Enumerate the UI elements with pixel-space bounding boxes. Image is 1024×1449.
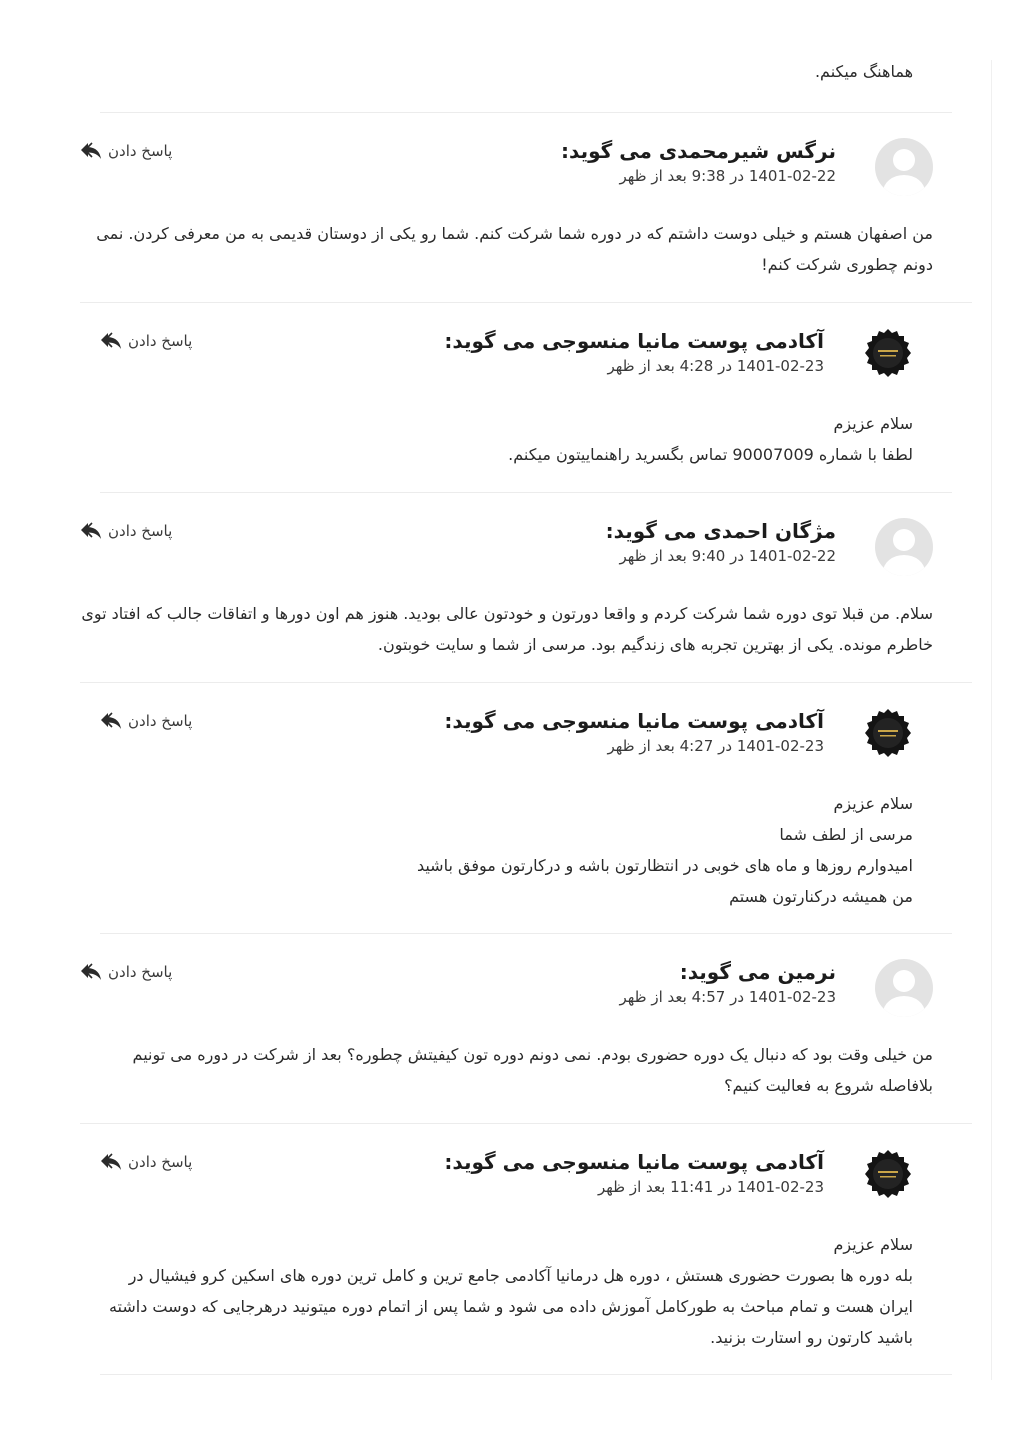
comment-reply-item [100, 1149, 913, 1359]
default-avatar-icon [875, 959, 933, 1017]
reply-arrow-icon [80, 522, 102, 540]
reply-button[interactable] [80, 138, 172, 164]
comment-time-joiner: در [730, 167, 745, 185]
comment-date-time [607, 736, 824, 756]
reply-label: پاسخ دادن [128, 1153, 193, 1171]
comment-author-name: آکادمی پوست مانیا منسوجی [542, 709, 824, 733]
comment-date: 1401-02-23 [736, 737, 824, 755]
reply-button[interactable] [80, 959, 172, 985]
comment-author-name: نرگس شیرمحمدی [658, 139, 836, 163]
academy-badge-logo [863, 708, 913, 758]
comment-paragraph: من اصفهان هستم و خیلی دوست داشتم که در دوره شما شرکت کنم. شما رو یکی از دوستان قدیمی به من معرفی کردن. نمی دونم چطوری شرکت کنم! [96, 224, 933, 274]
comment-author-line [606, 518, 836, 544]
comment-author-line [444, 1149, 824, 1175]
comment-author-name: نرمین [777, 960, 836, 984]
comment-body [80, 218, 933, 280]
comment-date: 1401-02-22 [748, 167, 836, 185]
comment-item [80, 138, 933, 288]
comment-says-label: می گوید: [444, 709, 536, 733]
reply-label: پاسخ دادن [108, 522, 173, 540]
comment-author-name: آکادمی پوست مانیا منسوجی [542, 1150, 824, 1174]
comment-says-label: می گوید: [605, 519, 697, 543]
comment-says-label: می گوید: [679, 960, 771, 984]
reply-arrow-icon [80, 963, 102, 981]
comment-date-time [619, 166, 836, 186]
comment-date-time [607, 356, 824, 376]
comment-time-joiner: در [730, 988, 745, 1006]
comment-paragraph: سلام عزیزم [833, 1235, 913, 1254]
content-edge-line [991, 60, 992, 1380]
comment-time: 9:40 بعد از ظهر [619, 547, 726, 565]
previous-comment-text: هماهنگ میکنم. [814, 62, 913, 81]
comment-time: 11:41 بعد از ظهر [597, 1178, 714, 1196]
comment-paragraph: سلام عزیزم [833, 414, 913, 433]
comment-body [100, 1229, 913, 1353]
comment-author-line [680, 959, 836, 985]
reply-arrow-icon [100, 332, 122, 350]
comment-author-name: مژگان احمدی [703, 519, 836, 543]
comment-date: 1401-02-23 [748, 988, 836, 1006]
comment-body [80, 1039, 933, 1101]
comment-date: 1401-02-23 [736, 357, 824, 375]
comment-paragraph: سلام عزیزم [833, 794, 913, 813]
comment-item [80, 518, 933, 668]
academy-badge-logo [863, 1149, 913, 1199]
comment-date-time [598, 1177, 824, 1197]
comment-paragraph: مرسی از لطف شما [779, 825, 913, 844]
comment-paragraph: لطفا با شماره 90007009 تماس بگسرید راهنماییتون میکنم. [508, 445, 913, 464]
comment-author-line [561, 138, 836, 164]
comment-time-joiner: در [718, 737, 733, 755]
reply-label: پاسخ دادن [128, 712, 193, 730]
comment-divider [100, 492, 952, 493]
reply-button[interactable] [80, 518, 172, 544]
comment-date-time [619, 987, 836, 1007]
reply-label: پاسخ دادن [108, 963, 173, 981]
comment-date: 1401-02-23 [736, 1178, 824, 1196]
reply-button[interactable] [100, 328, 192, 354]
academy-badge-logo [863, 328, 913, 378]
comment-divider [80, 302, 972, 303]
comment-time-joiner: در [730, 547, 745, 565]
comment-time: 4:27 بعد از ظهر [607, 737, 714, 755]
reply-arrow-icon [80, 142, 102, 160]
comment-time-joiner: در [718, 1178, 733, 1196]
comment-paragraph: من همیشه درکنارتون هستم [729, 887, 913, 906]
comment-body [80, 598, 933, 660]
reply-button[interactable] [100, 708, 192, 734]
comment-time: 9:38 بعد از ظهر [619, 167, 726, 185]
comment-author-line [444, 328, 824, 354]
reply-arrow-icon [100, 712, 122, 730]
comment-divider [100, 112, 952, 113]
comment-date: 1401-02-22 [748, 547, 836, 565]
comment-says-label: می گوید: [561, 139, 652, 163]
default-avatar-icon [875, 138, 933, 196]
comment-says-label: می گوید: [444, 1150, 536, 1174]
comment-time-joiner: در [718, 357, 733, 375]
comment-divider [80, 682, 972, 683]
comment-divider [100, 1374, 952, 1375]
comment-paragraph: من خیلی وقت بود که دنبال یک دوره حضوری بودم. نمی دونم دوره تون کیفیتش چطوره؟ بعد از شرکت در دوره می تونیم بلافاصله شروع به فعالیت کنیم؟ [132, 1045, 933, 1095]
comment-divider [80, 1123, 972, 1124]
comment-paragraph: بله دوره ها بصورت حضوری هستش ، دوره هل درمانیا آکادمی جامع ترین و کامل ترین دوره های اسکین کرو فیشیال در ایران هست و تمام مباحث به طورکامل آموزش داده می شود و شما پس از اتمام دوره میتونید درهرجایی که دوست داشته باشید کارتون رو استارت بزنید. [108, 1266, 913, 1347]
comment-item [80, 959, 933, 1109]
comment-author-line [444, 708, 824, 734]
reply-label: پاسخ دادن [108, 142, 173, 160]
comment-paragraph: امیدوارم روزها و ماه های خوبی در انتظارتون باشه و درکارتون موفق باشید [416, 856, 913, 875]
comment-divider [100, 933, 952, 934]
comment-body [100, 408, 913, 470]
comment-author-name: آکادمی پوست مانیا منسوجی [542, 329, 824, 353]
comment-reply-item [100, 328, 913, 473]
reply-arrow-icon [100, 1153, 122, 1171]
comment-paragraph: سلام. من قبلا توی دوره شما شرکت کردم و واقعا دورتون و خودتون عالی بودید. هنوز هم اون دورها و اتفاقات جالب که افتاد توی خاطرم مونده. یکی از بهترین تجربه های زندگیم بود. مرسی از شما و سایت خوبتون. [81, 604, 933, 654]
comment-date-time [619, 546, 836, 566]
default-avatar-icon [875, 518, 933, 576]
comment-says-label: می گوید: [444, 329, 536, 353]
comment-body [100, 788, 913, 912]
comment-reply-item [100, 708, 913, 918]
comment-time: 4:28 بعد از ظهر [607, 357, 714, 375]
reply-button[interactable] [100, 1149, 192, 1175]
comment-time: 4:57 بعد از ظهر [619, 988, 726, 1006]
reply-label: پاسخ دادن [128, 332, 193, 350]
